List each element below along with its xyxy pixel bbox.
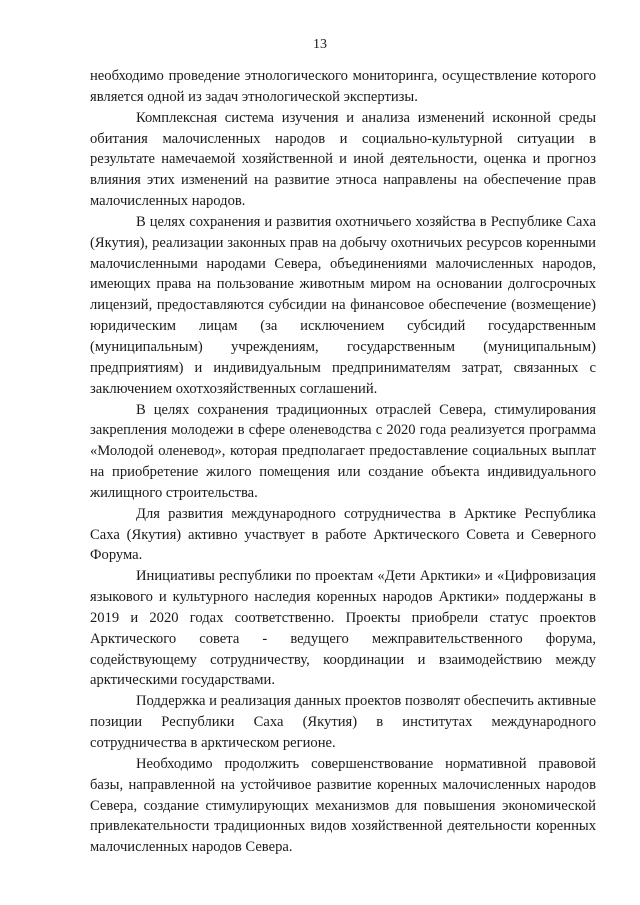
page-number: 13 — [313, 37, 327, 52]
paragraph-young-reindeer-herder: В целях сохранения традиционных отраслей Севера, стимулирования закрепления молодежи в сфере оленеводства с 2020 года реализуется программа «Молодой оленевод», которая предполагает предоставление социальных выплат на приобретение жилого помещения или создание объекта индивидуального жилищного строительства. — [90, 401, 596, 501]
paragraph-project-support: Поддержка и реализация данных проектов позволят обеспечить активные позиции Республики Саха (Якутия) в институтах международного сотрудничества в арктическом регионе. — [90, 693, 596, 751]
paragraph-regulatory-framework: Необходимо продолжить совершенствование нормативной правовой базы, направленной на устойчивое развитие коренных малочисленных народов Севера, создание стимулирующих механизмов для повышения экономической привлекательности традиционных видов хозяйственной деятельности коренных малочисленных народов Севера. — [90, 755, 596, 856]
paragraph-environment-monitoring: Комплексная система изучения и анализа изменений исконной среды обитания малочисленных народов и социально-культурной ситуации в результате намечаемой хозяйственной и иной деятельности, оценка и прогноз влияния этих изменений на развитие этноса направлены на обеспечение прав малочисленных народов. — [90, 109, 596, 210]
paragraph-arctic-projects: Инициативы республики по проектам «Дети Арктики» и «Цифровизация языкового и культурного наследия коренных народов Арктики» поддержаны в 2019 и 2020 годах соответственно. Проекты приобрели статус проектов Арктического совета - ведущего межправительственного форума, содействующему сотрудничеству, координации и взаимодействию между арктическими государствами. — [90, 568, 596, 689]
document-body — [90, 66, 596, 858]
paragraph-continuation: необходимо проведение этнологического мониторинга, осуществление которого является одной из задач этнологической экспертизы. — [90, 68, 596, 105]
paragraph-hunting-subsidies: В целях сохранения и развития охотничьего хозяйства в Республике Саха (Якутия), реализации законных прав на добычу охотничьих ресурсов коренными малочисленными народами Севера, объединениями малочисленных народов, имеющих права на пользование животным миром на основании долгосрочных лицензий, предоставляются субсидии на финансовое обеспечение (возмещение) юридическим лицам (за исключением субсидий государственным (муниципальным) учреждениям, государственным (муниципальным) предприятиям) и индивидуальным предпринимателям затрат, связанных с заключением охотхозяйственных соглашений. — [90, 213, 596, 397]
paragraph-international-cooperation: Для развития международного сотрудничества в Арктике Республика Саха (Якутия) активно участвует в работе Арктического Совета и Северного Форума. — [90, 505, 596, 564]
